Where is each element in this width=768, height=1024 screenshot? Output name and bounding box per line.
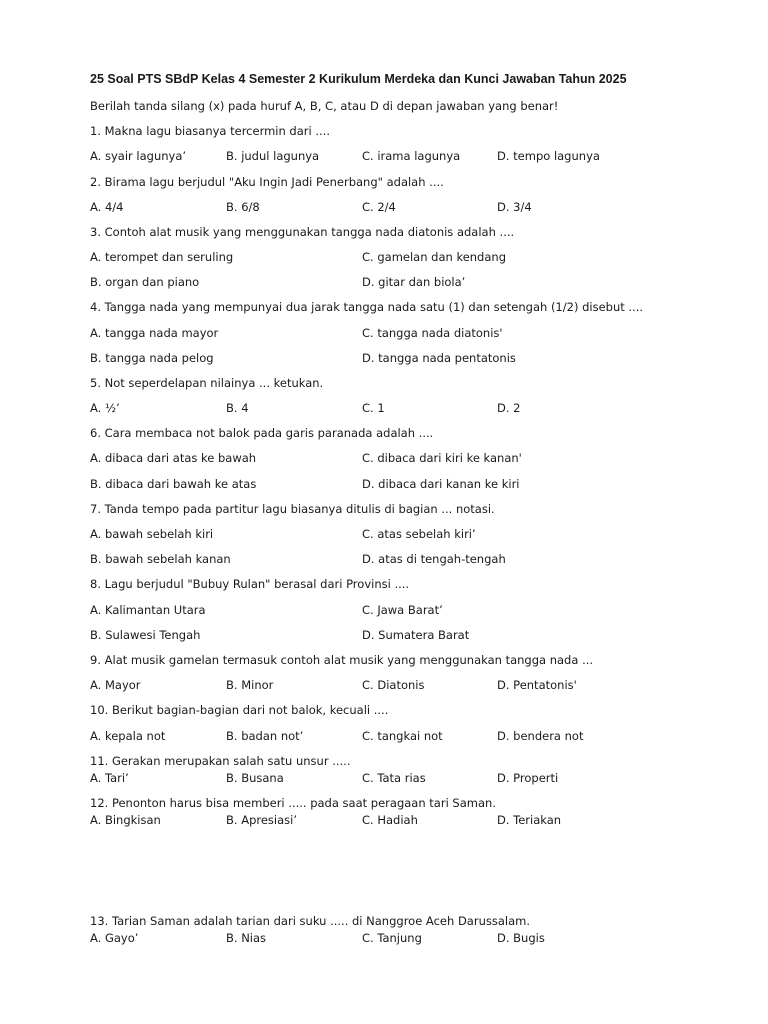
q7-option-d: D. atas di tengah-tengah (362, 552, 506, 566)
q10-option-b: B. badan not’ (226, 729, 304, 743)
q8-option-a: A. Kalimantan Utara (90, 603, 206, 617)
instruction-text: Berilah tanda silang (x) pada huruf A, B, C, atau D di depan jawaban yang benar! (90, 99, 559, 113)
q13-option-a: A. Gayo’ (90, 931, 139, 945)
q5-option-b: B. 4 (226, 401, 249, 415)
question-1: 1. Makna lagu biasanya tercermin dari .... (90, 124, 330, 138)
q13-option-c: C. Tanjung (362, 931, 422, 945)
q1-option-b: B. judul lagunya (226, 149, 320, 163)
q3-option-d: D. gitar dan biola’ (362, 275, 466, 289)
q1-option-c: C. irama lagunya (362, 149, 461, 163)
question-2: 2. Birama lagu berjudul "Aku Ingin Jadi Penerbang" adalah .... (90, 175, 444, 189)
q6-option-b: B. dibaca dari bawah ke atas (90, 477, 257, 491)
q3-option-a: A. terompet dan seruling (90, 250, 234, 264)
question-9: 9. Alat musik gamelan termasuk contoh alat musik yang menggunakan tangga nada ... (90, 653, 594, 667)
q3-option-b: B. organ dan piano (90, 275, 200, 289)
question-6: 6. Cara membaca not balok pada garis paranada adalah .... (90, 426, 434, 440)
q12-option-d: D. Teriakan (497, 813, 562, 827)
q10-option-a: A. kepala not (90, 729, 166, 743)
q4-option-b: B. tangga nada pelog (90, 351, 214, 365)
q12-option-a: A. Bingkisan (90, 813, 161, 827)
q9-option-b: B. Minor (226, 678, 274, 692)
q7-option-c: C. atas sebelah kiri’ (362, 527, 476, 541)
q13-option-b: B. Nias (226, 931, 267, 945)
q5-option-d: D. 2 (497, 401, 521, 415)
q2-option-a: A. 4/4 (90, 200, 124, 214)
q11-option-c: C. Tata rias (362, 771, 426, 785)
q3-option-c: C. gamelan dan kendang (362, 250, 506, 264)
q10-option-c: C. tangkai not (362, 729, 443, 743)
q8-option-d: D. Sumatera Barat (362, 628, 470, 642)
q8-option-c: C. Jawa Barat’ (362, 603, 443, 617)
question-10: 10. Berikut bagian-bagian dari not balok, kecuali .... (90, 703, 389, 717)
q6-option-a: A. dibaca dari atas ke bawah (90, 451, 257, 465)
q9-option-a: A. Mayor (90, 678, 141, 692)
q12-option-c: C. Hadiah (362, 813, 418, 827)
q4-option-c: C. tangga nada diatonis' (362, 326, 503, 340)
q9-option-d: D. Pentatonis' (497, 678, 577, 692)
q1-option-d: D. tempo lagunya (497, 149, 600, 163)
q2-option-c: C. 2/4 (362, 200, 396, 214)
question-5: 5. Not seperdelapan nilainya ... ketukan. (90, 376, 324, 390)
q11-option-b: B. Busana (226, 771, 284, 785)
question-8: 8. Lagu berjudul "Bubuy Rulan" berasal dari Provinsi .... (90, 577, 410, 591)
q10-option-d: D. bendera not (497, 729, 584, 743)
q2-option-b: B. 6/8 (226, 200, 260, 214)
q6-option-c: C. dibaca dari kiri ke kanan' (362, 451, 522, 465)
q11-option-d: D. Properti (497, 771, 559, 785)
q4-option-a: A. tangga nada mayor (90, 326, 219, 340)
question-3: 3. Contoh alat musik yang menggunakan tangga nada diatonis adalah .... (90, 225, 515, 239)
question-11: 11. Gerakan merupakan salah satu unsur ..... (90, 754, 351, 768)
question-7: 7. Tanda tempo pada partitur lagu biasanya ditulis di bagian ... notasi. (90, 502, 495, 516)
question-4: 4. Tangga nada yang mempunyai dua jarak tangga nada satu (1) dan setengah (1/2) disebut .... (90, 300, 644, 314)
q1-option-a: A. syair lagunya’ (90, 149, 187, 163)
q7-option-a: A. bawah sebelah kiri (90, 527, 214, 541)
q5-option-a: A. ½’ (90, 401, 120, 415)
q9-option-c: C. Diatonis (362, 678, 425, 692)
q7-option-b: B. bawah sebelah kanan (90, 552, 231, 566)
q2-option-d: D. 3/4 (497, 200, 532, 214)
q4-option-d: D. tangga nada pentatonis (362, 351, 516, 365)
q13-option-d: D. Bugis (497, 931, 545, 945)
question-12: 12. Penonton harus bisa memberi ..... pada saat peragaan tari Saman. (90, 796, 496, 810)
q11-option-a: A. Tari’ (90, 771, 129, 785)
question-13: 13. Tarian Saman adalah tarian dari suku ..... di Nanggroe Aceh Darussalam. (90, 914, 530, 928)
q6-option-d: D. dibaca dari kanan ke kiri (362, 477, 520, 491)
q8-option-b: B. Sulawesi Tengah (90, 628, 201, 642)
q5-option-c: C. 1 (362, 401, 385, 415)
document-title: 25 Soal PTS SBdP Kelas 4 Semester 2 Kurikulum Merdeka dan Kunci Jawaban Tahun 2025 (90, 72, 627, 86)
q12-option-b: B. Apresiasi’ (226, 813, 297, 827)
